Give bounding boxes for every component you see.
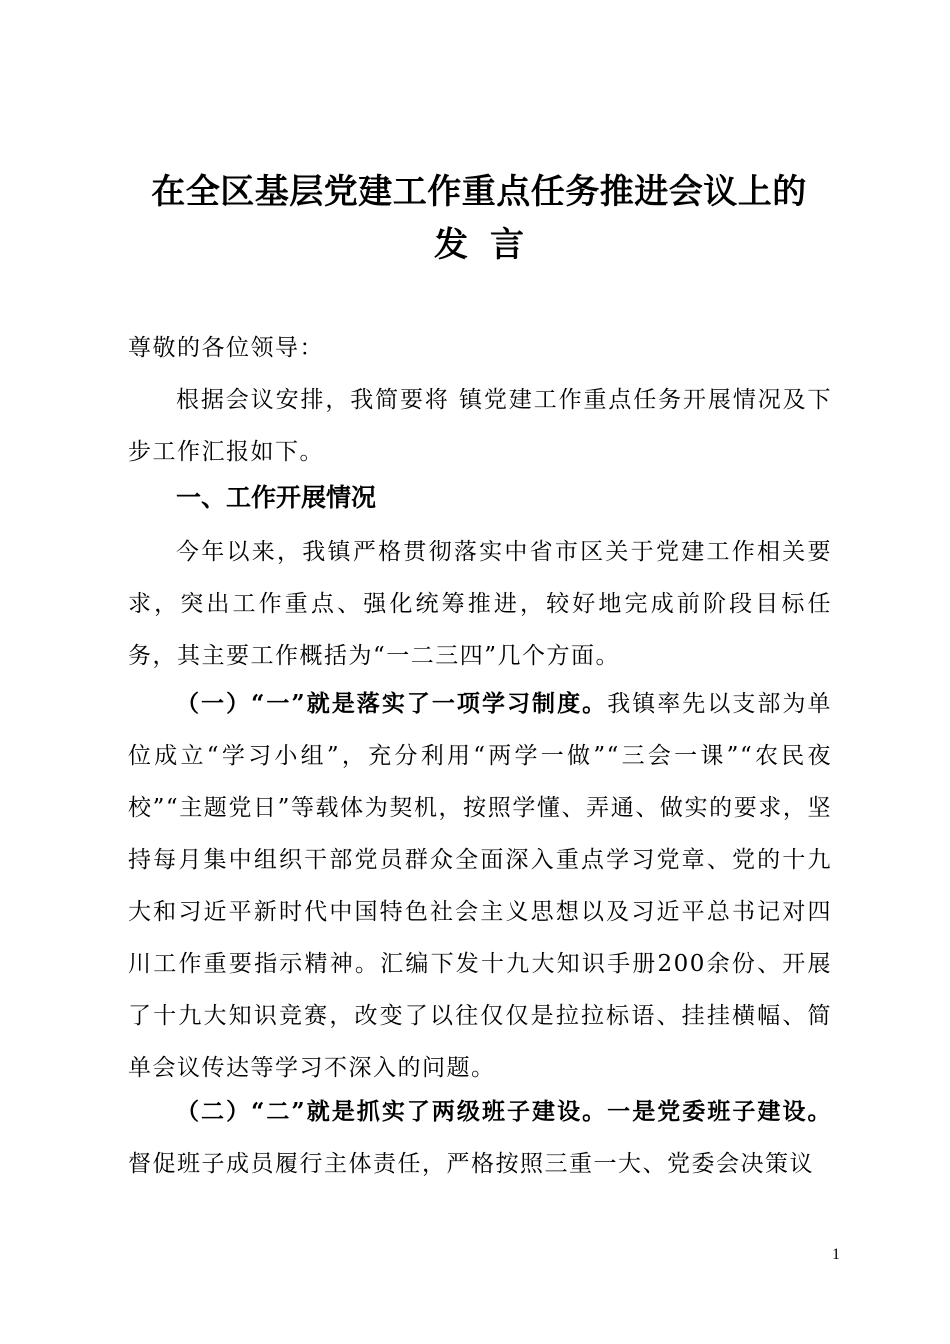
document-title-line-2: 发言: [434, 225, 546, 265]
item-2-paragraph: [128, 1086, 832, 1190]
section-1-heading: 一、工作开展情况: [176, 483, 377, 512]
page-number: 1: [832, 1246, 840, 1263]
salutation: 尊敬的各位领导：: [128, 335, 324, 361]
item-1-body: 我镇率先以支部为单位成立“学习小组”，充分利用“两学一做”“三会一课”“农民夜校”“主题党日”等载体为契机，按照学懂、弄通、做实的要求，坚持每月集中组织干部党员群众全面深入重点学习党章、党的十九大和习近平新时代中国特色社会主义思想以及习近平总书记对四川工作重要指示精神。汇编下发十九大知识手册200余份、开展了十九大知识竞赛，改变了以往仅仅是拉拉标语、挂挂横幅、简单会议传达等学习不深入的问题。: [128, 691, 833, 1081]
intro-paragraph: 根据会议安排，我简要将 镇党建工作重点任务开展情况及下步工作汇报如下。: [128, 387, 832, 465]
item-1-lead: （一）“一”就是落实了一项学习制度。: [176, 690, 608, 717]
item-2-body: 督促班子成员履行主体责任，严格按照三重一大、党委会决策议: [128, 1151, 814, 1177]
item-2-lead: （二）“二”就是抓实了两级班子建设。一是党委班子建设。: [176, 1098, 832, 1125]
document-title-line-1: 在全区基层党建工作重点任务推进会议上的: [151, 172, 807, 212]
item-1-paragraph: [128, 678, 832, 1094]
section-1-paragraph: 今年以来，我镇严格贯彻落实中省市区关于党建工作相关要求，突出工作重点、强化统筹推进，较好地完成前阶段目标任务，其主要工作概括为“一二三四”几个方面。: [128, 539, 832, 669]
